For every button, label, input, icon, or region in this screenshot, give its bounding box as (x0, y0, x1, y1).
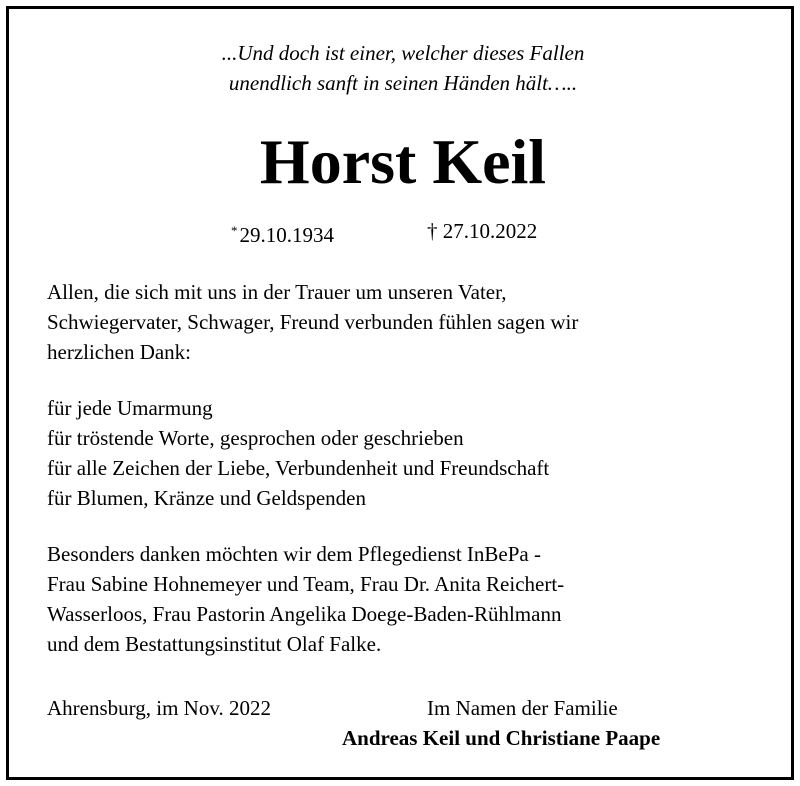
special-thanks-line: Wasserloos, Frau Pastorin Angelika Doege-Baden-Rühlmann (47, 602, 562, 626)
special-thanks-line: Besonders danken möchten wir dem Pflegedienst InBePa - (47, 542, 541, 566)
special-thanks-line: Frau Sabine Hohnemeyer und Team, Frau Dr. Anita Reichert- (47, 572, 565, 596)
death-symbol: † (427, 219, 438, 243)
deceased-name: Horst Keil (259, 126, 547, 197)
death-date-value: 27.10.2022 (442, 219, 538, 243)
obituary-notice (6, 6, 794, 780)
verse-line-1: ...Und doch ist einer, welcher dieses Fallen (221, 41, 585, 65)
on-behalf-of-family: Im Namen der Familie (427, 696, 618, 720)
death-date (427, 217, 537, 245)
thanks-list-item: für alle Zeichen der Liebe, Verbundenheit und Freundschaft (47, 456, 550, 480)
verse-line-2: unendlich sanft in seinen Händen hält….. (228, 71, 578, 95)
intro-line: herzlichen Dank: (47, 340, 192, 364)
thanks-list-item: für jede Umarmung (47, 396, 213, 420)
birth-date (231, 217, 334, 249)
thanks-list-item: für tröstende Worte, gesprochen oder geschrieben (47, 426, 464, 450)
intro-line: Schwiegervater, Schwager, Freund verbunden fühlen sagen wir (47, 310, 579, 334)
place-and-date: Ahrensburg, im Nov. 2022 (47, 696, 271, 720)
thanks-list-item: für Blumen, Kränze und Geldspenden (47, 486, 366, 510)
signatories: Andreas Keil und Christiane Paape (342, 726, 661, 750)
birth-date-value: 29.10.1934 (239, 223, 334, 247)
birth-symbol: * (231, 223, 238, 238)
special-thanks-line: und dem Bestattungsinstitut Olaf Falke. (47, 632, 382, 656)
intro-line: Allen, die sich mit uns in der Trauer um unseren Vater, (47, 280, 507, 304)
